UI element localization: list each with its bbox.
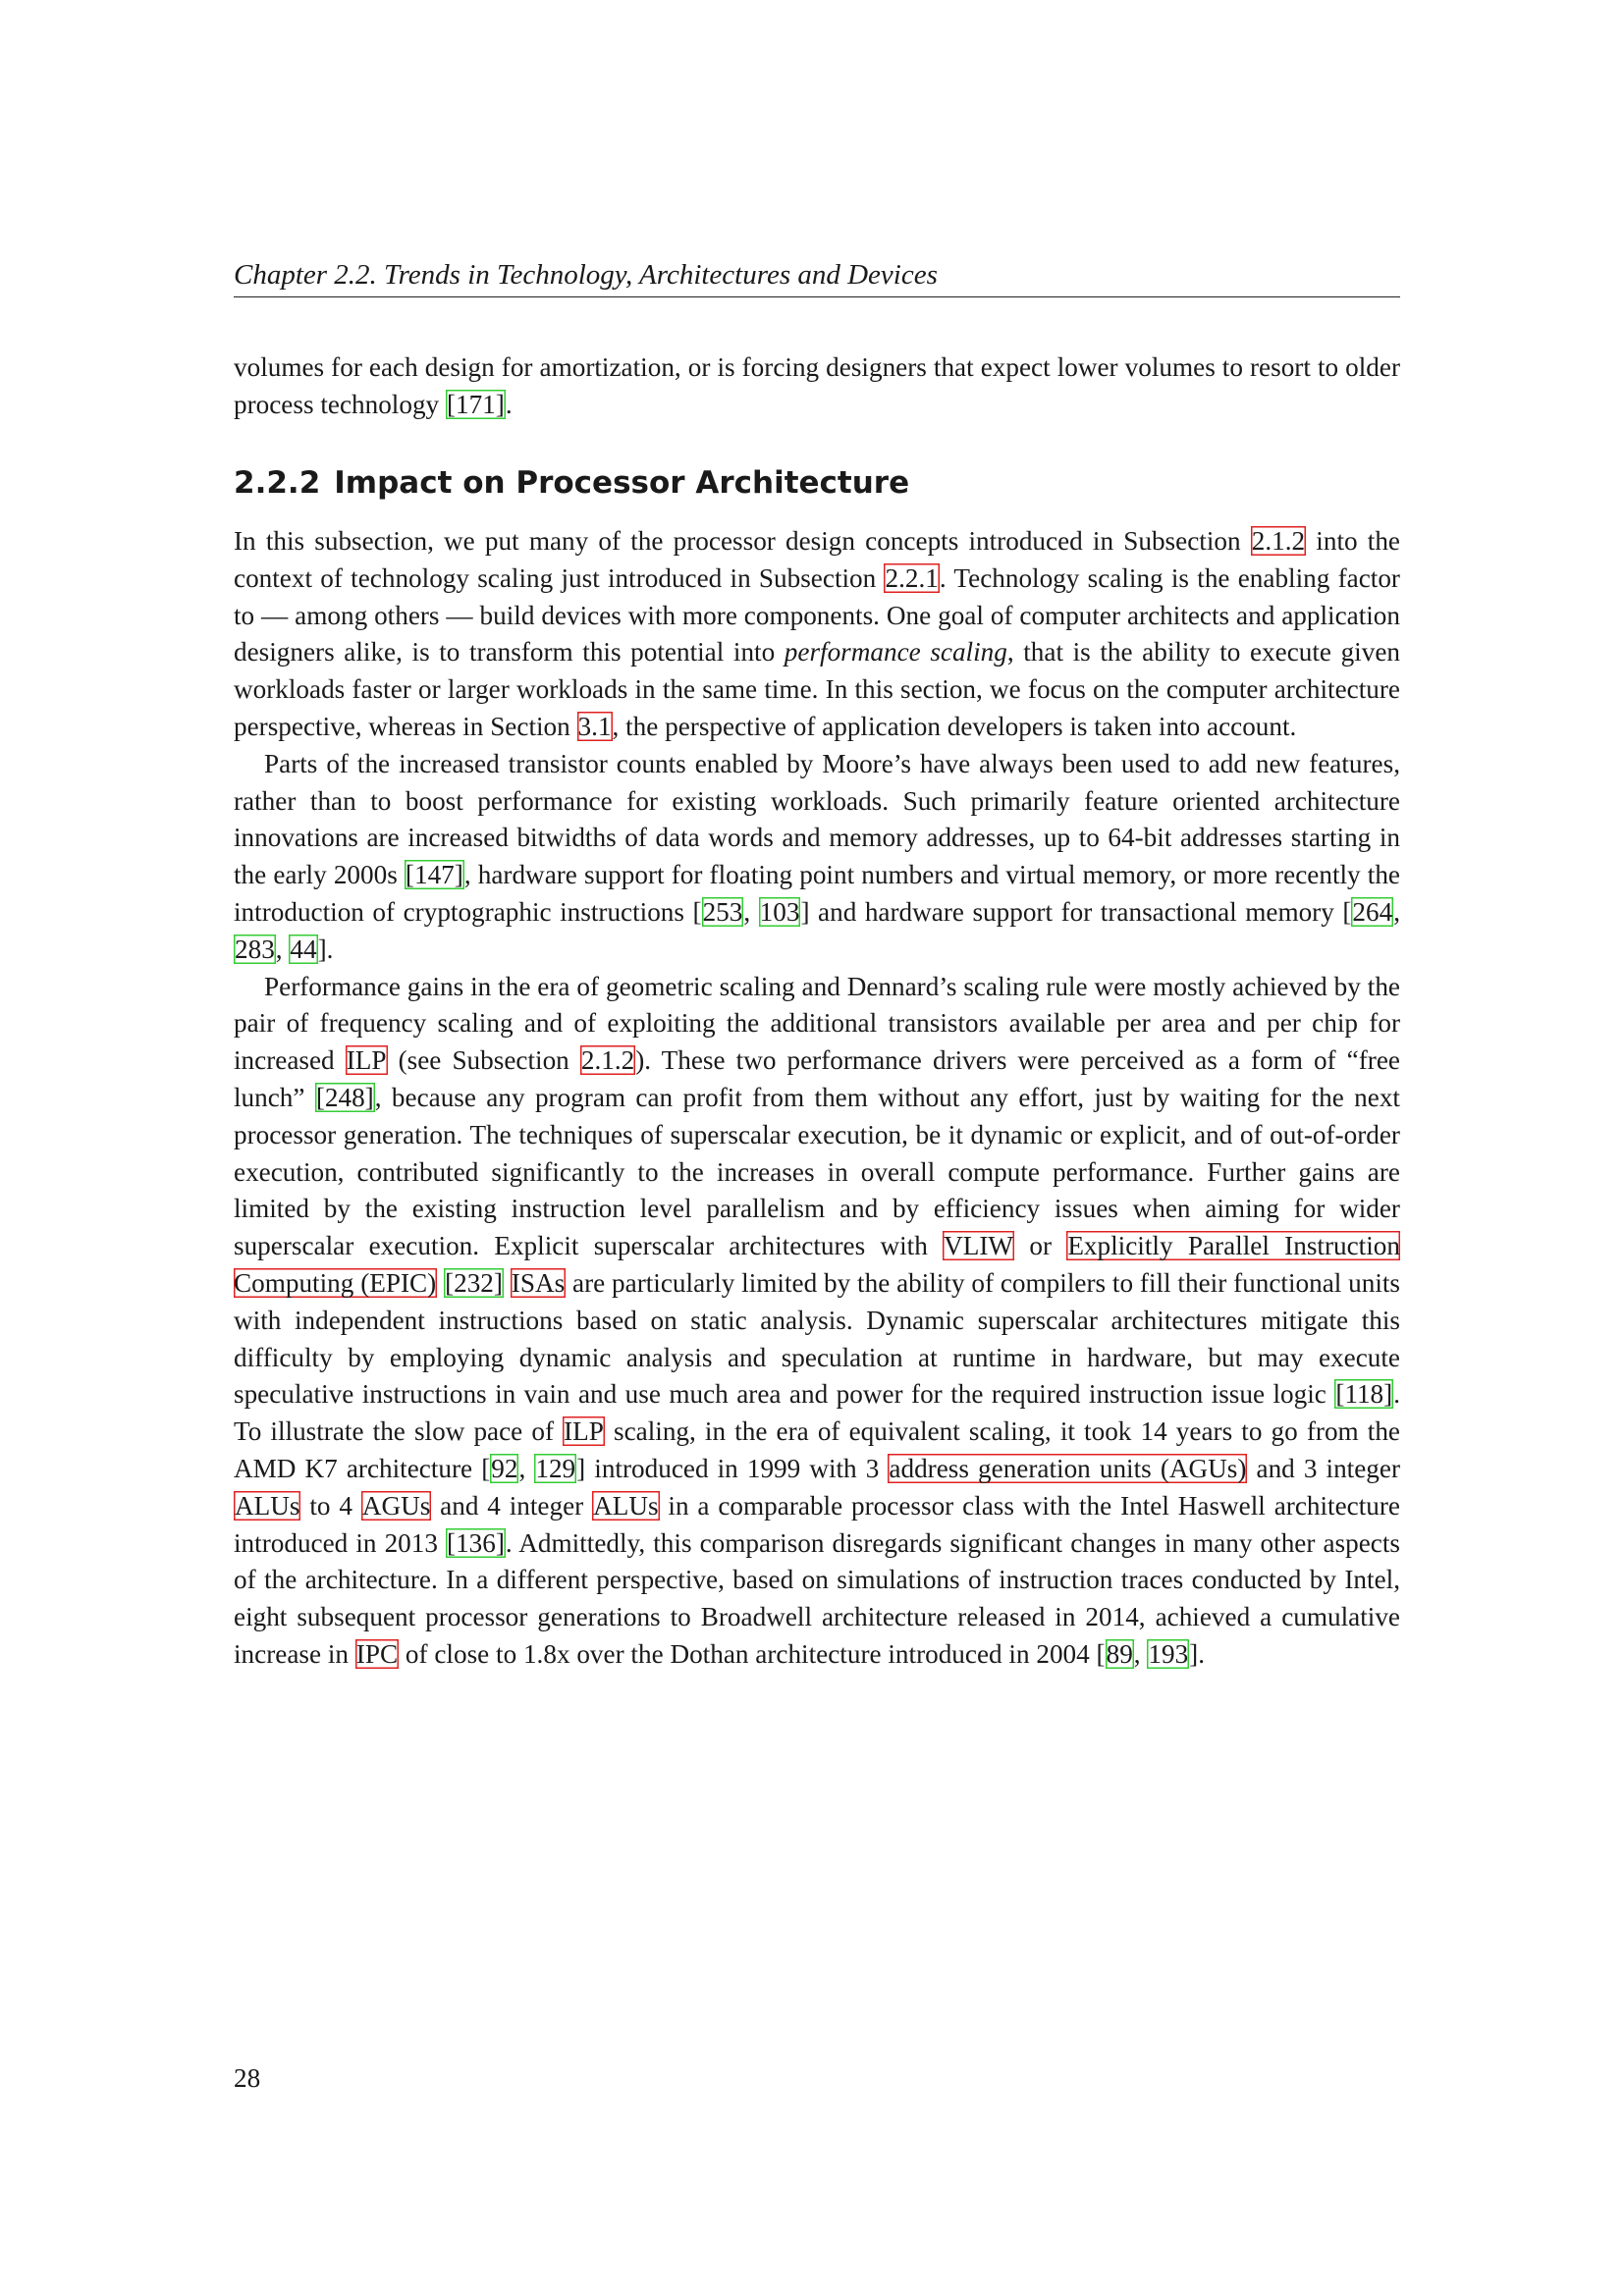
text — [504, 1268, 511, 1298]
acronym-link[interactable]: Explicitly Parallel Instruction Computing (EPIC) — [234, 1231, 1400, 1298]
acronym-link[interactable]: ISAs — [511, 1267, 566, 1298]
text: In this subsection, we put many of the processor design concepts introduced in Subsection — [234, 526, 1251, 556]
text: . Technology scaling is the enabling factor to — among others — build devices with more components. One goal of computer architects and application designers alike, is to transform this potential into — [234, 562, 1400, 667]
text: and 3 integer — [1247, 1453, 1401, 1483]
citation-link[interactable]: 92 — [491, 1453, 518, 1483]
text: . — [505, 389, 513, 419]
paragraph — [234, 349, 1400, 424]
acronym-link[interactable]: ILP — [346, 1045, 387, 1076]
text: ]. — [317, 934, 334, 964]
citation-link[interactable]: 253 — [702, 896, 743, 927]
citation-link[interactable]: 129 — [535, 1453, 576, 1483]
section-title: Impact on Processor Architecture — [334, 465, 910, 501]
text: and 4 integer — [431, 1490, 593, 1521]
text: Performance gains in the era of geometric scaling and Dennard’s scaling rule were mostly achieved by the pair of frequency scaling and of exploiting the additional transistors available per area and per chip for increased — [234, 971, 1400, 1076]
emphasis: performance scaling — [784, 637, 1007, 667]
text: . To illustrate the slow pace of — [234, 1379, 1400, 1447]
text: (see Subsection — [387, 1045, 580, 1076]
citation-link[interactable]: 44 — [290, 934, 317, 964]
text: ] introduced in 1999 with 3 — [576, 1453, 889, 1483]
acronym-link[interactable]: AGUs — [361, 1490, 431, 1521]
citation-link[interactable]: [248] — [315, 1082, 374, 1112]
citation-link[interactable]: 283 — [235, 934, 275, 964]
text: ). These two performance drivers were perceived as a form of “free lunch” — [234, 1045, 1400, 1112]
intro-paragraph — [234, 349, 1400, 424]
text: , — [1393, 896, 1400, 927]
acronym-link[interactable]: address generation units (AGUs) — [889, 1453, 1247, 1483]
text: are particularly limited by the ability of compilers to fill their functional units with independent instructions based on static analysis. Dynamic superscalar architectures mitigate this difficulty by employing dynamic analysis and speculation at runtime in hardware, but may execute speculative instructions in vain and use much area and power for the required instruction issue logic — [234, 1267, 1401, 1410]
text: , hardware support for floating point numbers and virtual memory, or more recently the introduction of cryptographic instructions [ — [234, 860, 1400, 927]
text: , because any program can profit from them without any effort, just by waiting for the next processor generation. The techniques of superscalar execution, be it dynamic or explicit, and of out-of-order execution, contributed significantly to the increases in overall compute performance. Further gains are limited by the existing instruction level parallelism and by efficiency issues when aiming for wider superscalar execution. Explicit superscalar architectures with — [234, 1082, 1400, 1261]
text: scaling, in the era of equivalent scaling, it took 14 years to go from the AMD K7 architecture [ — [234, 1416, 1401, 1483]
text: , — [743, 896, 759, 927]
citation-link[interactable]: 264 — [1352, 896, 1393, 927]
text: ] and hardware support for transactional memory [ — [800, 896, 1352, 927]
citation-link[interactable]: 89 — [1106, 1638, 1133, 1669]
subsection-link[interactable]: 2.1.2 — [1251, 526, 1306, 556]
text: to 4 — [300, 1490, 361, 1521]
text: in a comparable processor class with the Intel Haswell architecture introduced in 2013 — [234, 1490, 1400, 1558]
text: into the context of technology scaling just introduced in Subsection — [234, 526, 1400, 593]
acronym-link[interactable]: IPC — [355, 1638, 399, 1669]
text: , — [518, 1453, 535, 1483]
citation-link[interactable]: [136] — [447, 1527, 505, 1558]
running-header: Chapter 2.2. Trends in Technology, Architectures and Devices — [234, 253, 1400, 297]
text: , — [275, 934, 290, 964]
section-body — [234, 523, 1400, 1674]
text: , that is the ability to execute given workloads faster or larger workloads in the same time. In this section, we focus on the computer architecture perspective, whereas in Section — [234, 637, 1400, 741]
text: Parts of the increased transistor counts enabled by Moore’s have always been used to add new features, rather than to boost performance for existing workloads. Such primarily feature oriented architecture innovations are increased bitwidths of data words and memory addresses, up to 64-bit addresses starting in the early 2000s — [234, 748, 1400, 890]
citation-link[interactable]: [118] — [1335, 1379, 1393, 1410]
acronym-link[interactable]: ILP — [564, 1416, 604, 1447]
section-link[interactable]: 3.1 — [577, 711, 612, 741]
page-number: 28 — [234, 2063, 261, 2093]
text: or — [1014, 1231, 1067, 1261]
text: . Admittedly, this comparison disregards significant changes in many other aspects of the architecture. In a different perspective, based on simulations of instruction traces conducted by Intel, eight subsequent processor generations to Broadwell architecture released in 2014, achieved a cumulative increase in — [234, 1527, 1400, 1669]
citation-link[interactable]: 103 — [759, 896, 800, 927]
paragraph-3 — [234, 969, 1400, 1674]
text: , the perspective of application developers is taken into account. — [612, 711, 1297, 741]
text: ]. — [1189, 1638, 1206, 1669]
paragraph-1 — [234, 523, 1400, 746]
citation-link[interactable]: [171] — [446, 389, 505, 419]
subsection-link[interactable]: 2.1.2 — [580, 1045, 635, 1076]
citation-link[interactable]: [232] — [445, 1267, 503, 1298]
acronym-link[interactable]: ALUs — [593, 1490, 659, 1521]
acronym-link[interactable]: VLIW — [944, 1231, 1014, 1261]
text: , — [1133, 1638, 1148, 1669]
citation-link[interactable]: 193 — [1148, 1638, 1189, 1669]
section-heading — [234, 461, 1400, 505]
citation-link[interactable]: [147] — [405, 860, 463, 890]
section-number: 2.2.2 — [234, 465, 321, 501]
text: volumes for each design for amortization, or is forcing designers that expect lower volumes to resort to older process technology — [234, 352, 1400, 419]
acronym-link[interactable]: ALUs — [235, 1490, 300, 1521]
text: of close to 1.8x over the Dothan architecture introduced in 2004 [ — [399, 1638, 1106, 1669]
paragraph-2 — [234, 746, 1400, 969]
subsection-link[interactable]: 2.2.1 — [885, 562, 939, 593]
